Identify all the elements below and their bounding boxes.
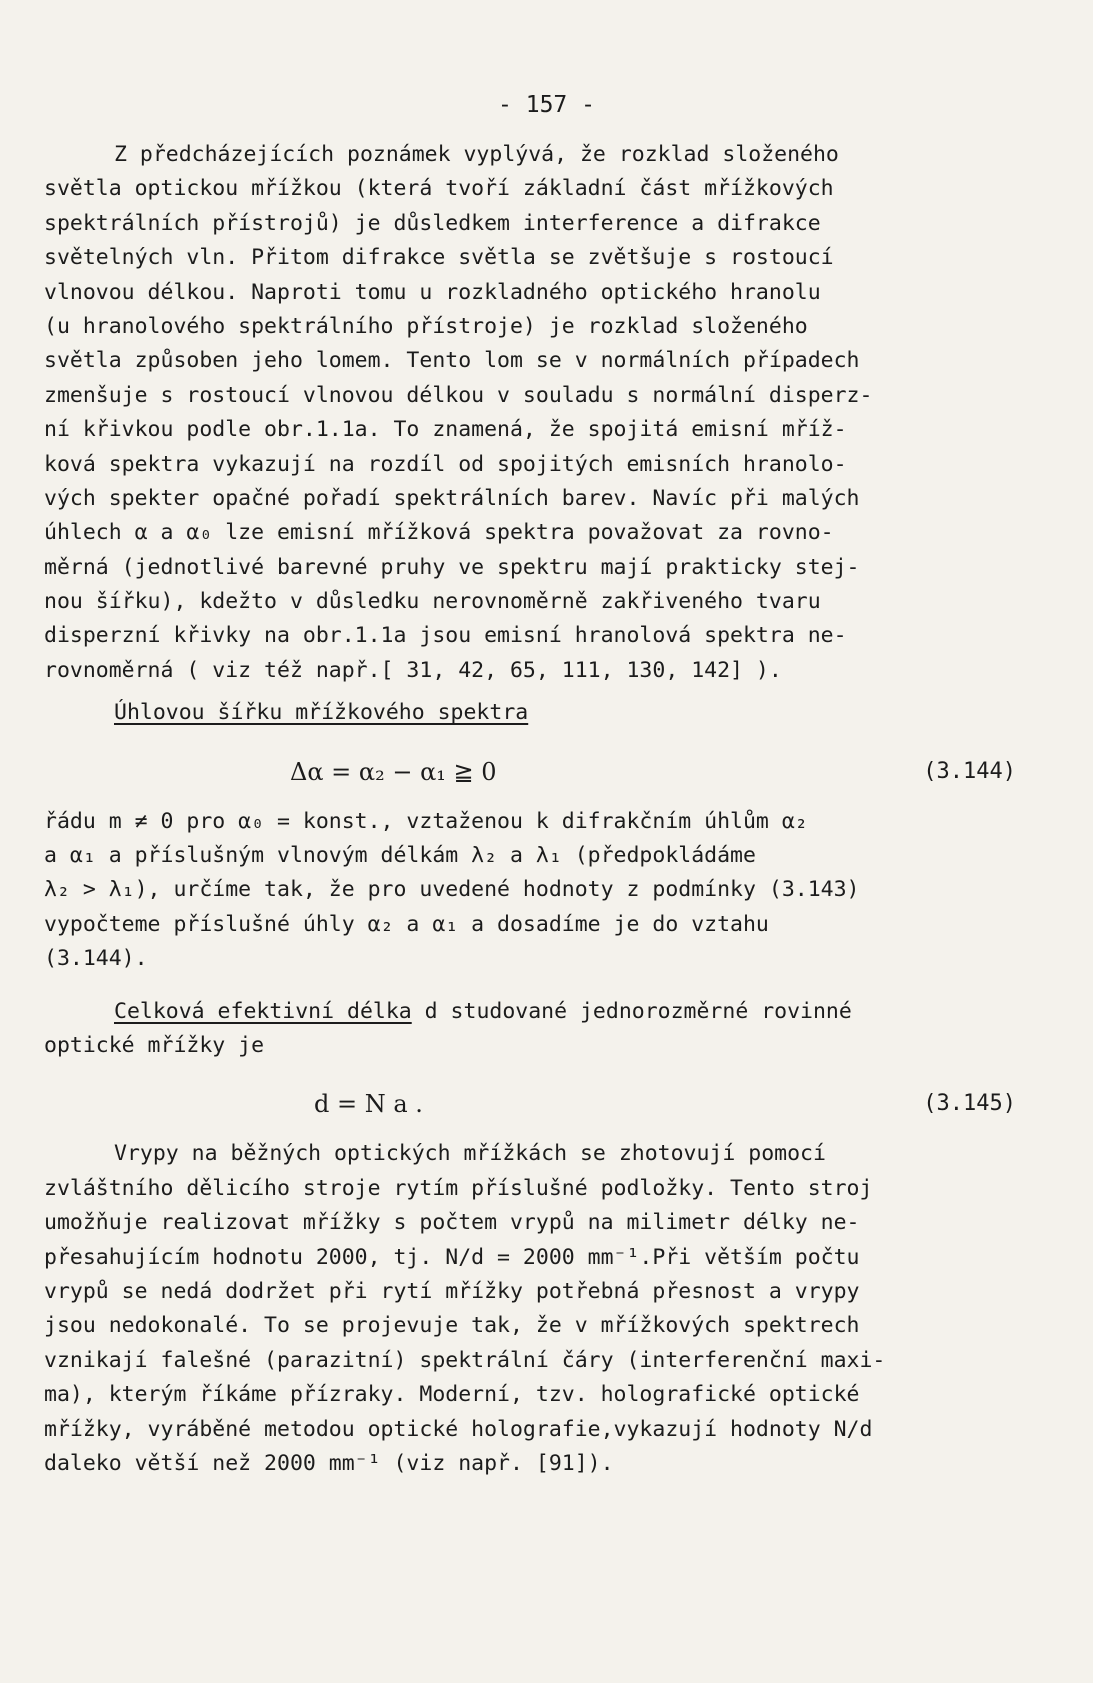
heading-text: Úhlovou šířku mřížkového spektra xyxy=(114,700,529,726)
text-line: optické mřížky je xyxy=(44,1032,265,1058)
text-line: rovnoměrná ( viz též např.[ 31, 42, 65, 111, 130, 142] ). xyxy=(44,657,782,683)
text-line: (u hranolového spektrálního přístroje) je rozklad složeného xyxy=(44,313,808,339)
text-line: Z předcházejících poznámek vyplývá, že rozklad složeného xyxy=(114,142,839,167)
text-line: umožňuje realizovat mřížky s počtem vrypů na milimetr délky ne- xyxy=(44,1210,860,1236)
text-line: světla optickou mřížkou (která tvoří základní část mřížkových xyxy=(44,176,834,202)
text-line: Vrypy na běžných optických mřížkách se zhotovují pomocí xyxy=(114,1141,826,1167)
section-heading xyxy=(44,696,1044,730)
text-line: ní křivkou podle obr.1.1a. To znamená, že spojitá emisní mříž- xyxy=(44,417,847,443)
equation-number: (3.144) xyxy=(923,758,1016,784)
text-line: řádu m ≠ 0 pro α₀ = konst., vztaženou k difrakčním úhlům α₂ xyxy=(44,808,808,834)
text-line: a α₁ a příslušným vlnovým délkám λ₂ a λ₁ (předpokládáme xyxy=(44,843,756,869)
equation-formula: d = N a . xyxy=(314,1090,423,1119)
text-line: ková spektra vykazují na rozdíl od spojitých emisních hranolo- xyxy=(44,451,847,477)
text-line: mřížky, vyráběné metodou optické holografie,vykazují hodnoty N/d xyxy=(44,1416,873,1442)
page-number: - 157 - xyxy=(498,92,595,118)
paragraph-grating-manufacture xyxy=(44,1137,1044,1481)
text-line: daleko větší než 2000 mm⁻¹ (viz např. [91]). xyxy=(44,1450,614,1476)
text-line: měrná (jednotlivé barevné pruhy ve spektru mají prakticky stej- xyxy=(44,554,860,580)
paragraph-effective-length xyxy=(44,995,1044,1064)
text-line: vznikají falešné (parazitní) spektrální čáry (interferenční maxi- xyxy=(44,1347,886,1373)
text-line: vypočteme příslušné úhly α₂ a α₁ a dosadíme je do vztahu xyxy=(44,911,769,937)
text-line: vrypů se nedá dodržet při rytí mřížky potřebná přesnost a vrypy xyxy=(44,1278,860,1304)
equation-number: (3.145) xyxy=(923,1091,1016,1117)
text-line: jsou nedokonalé. To se projevuje tak, že v mřížkových spektrech xyxy=(44,1313,860,1339)
paragraph-grating-dispersion xyxy=(44,138,1044,688)
text-line: (3.144). xyxy=(44,946,148,972)
text-line: ma), kterým říkáme přízraky. Moderní, tzv. holografické optické xyxy=(44,1382,860,1408)
text-line: světelných vln. Přitom difrakce světla se zvětšuje s rostoucí xyxy=(44,245,834,271)
equation-formula: Δα = α₂ − α₁ ≧ 0 xyxy=(290,757,497,786)
text-line: zmenšuje s rostoucí vlnovou délkou v souladu s normální disperz- xyxy=(44,382,873,408)
text-line: vých spekter opačné pořadí spektrálních barev. Navíc při malých xyxy=(44,485,860,511)
text-span: d studované jednorozměrné rovinné xyxy=(411,998,852,1024)
equation-3-145 xyxy=(44,1085,1044,1125)
paragraph-angular-width xyxy=(44,805,1044,977)
text-line: nou šířku), kdežto v důsledku nerovnoměrně zakřiveného tvaru xyxy=(44,589,821,615)
equation-3-144 xyxy=(44,753,1044,793)
text-line: přesahujícím hodnotu 2000, tj. N/d = 2000 mm⁻¹.Při větším počtu xyxy=(44,1244,860,1270)
text-line: úhlech α a α₀ lze emisní mřížková spektra považovat za rovno- xyxy=(44,520,834,546)
text-line: vlnovou délkou. Naproti tomu u rozkladného optického hranolu xyxy=(44,279,821,305)
defined-term: Celková efektivní délka xyxy=(114,998,412,1024)
text-line: spektrálních přístrojů) je důsledkem interference a difrakce xyxy=(44,210,821,236)
text-line xyxy=(44,995,1044,1029)
text-line: disperzní křivky na obr.1.1a jsou emisní hranolová spektra ne- xyxy=(44,623,847,649)
text-line: λ₂ > λ₁), určíme tak, že pro uvedené hodnoty z podmínky (3.143) xyxy=(44,877,860,903)
text-line: zvláštního dělicího stroje rytím příslušné podložky. Tento stroj xyxy=(44,1175,873,1201)
text-line: světla způsoben jeho lomem. Tento lom se v normálních případech xyxy=(44,348,860,374)
page-body xyxy=(44,138,1044,1481)
